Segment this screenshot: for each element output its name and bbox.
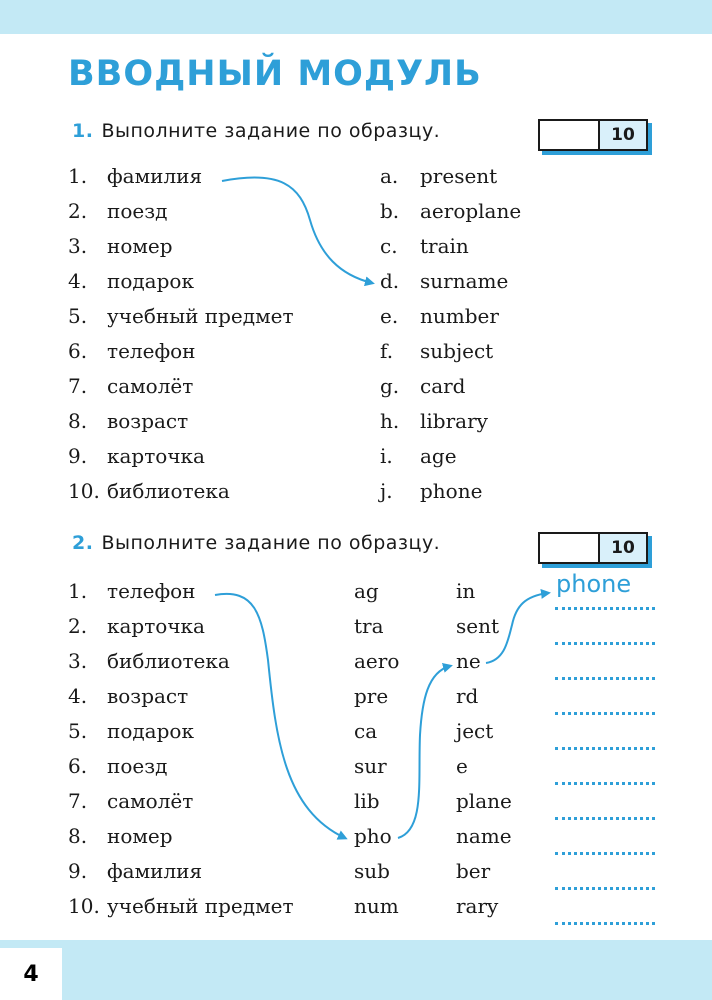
task2-row-number: 10. <box>68 894 100 918</box>
task1-russian-word: фамилия <box>107 164 203 188</box>
task1-score: 10 <box>598 121 646 149</box>
task2-word-part2: ject <box>456 719 494 743</box>
task2-russian-word: поезд <box>107 754 168 778</box>
task2-word-part2: name <box>456 824 512 848</box>
task2-row-number: 5. <box>68 719 88 743</box>
task1-russian-word: возраст <box>107 409 189 433</box>
task2-arrow-to-ne <box>398 666 450 838</box>
task1-russian-word: номер <box>107 234 173 258</box>
task2-row-number: 1. <box>68 579 88 603</box>
task2-word-part1: lib <box>354 789 380 813</box>
task2-word-part2: in <box>456 579 476 603</box>
task2-russian-word: библиотека <box>107 649 230 673</box>
task2-word-part2: ber <box>456 859 491 883</box>
task1-example-arrow <box>222 177 372 283</box>
task1-english-word: subject <box>420 339 494 363</box>
task1-russian-word: библиотека <box>107 479 230 503</box>
task2-row-number: 4. <box>68 684 88 708</box>
task1-number: 1. <box>72 120 94 142</box>
task1-russian-word: подарок <box>107 269 194 293</box>
task1-letter: c. <box>380 234 398 258</box>
task1-row-number: 4. <box>68 269 88 293</box>
task2-word-part2: rary <box>456 894 499 918</box>
task2-word-part1: ag <box>354 579 379 603</box>
task2-row-number: 9. <box>68 859 88 883</box>
task2-word-part1: sub <box>354 859 390 883</box>
task2-word-part2: rd <box>456 684 479 708</box>
page-title: ВВОДНЫЙ МОДУЛЬ <box>68 54 482 94</box>
task1-english-word: age <box>420 444 457 468</box>
bottom-band <box>0 940 712 1000</box>
task1-row-number: 10. <box>68 479 100 503</box>
task1-english-word: number <box>420 304 499 328</box>
task1-russian-word: телефон <box>107 339 196 363</box>
task2-russian-word: номер <box>107 824 173 848</box>
task1-letter: e. <box>380 304 399 328</box>
task1-row-number: 5. <box>68 304 88 328</box>
task2-russian-word: учебный предмет <box>107 894 294 918</box>
task1-row-number: 2. <box>68 199 88 223</box>
task2-russian-word: телефон <box>107 579 196 603</box>
task2-word-part2: e <box>456 754 468 778</box>
task2-word-part1: num <box>354 894 399 918</box>
task1-row-number: 1. <box>68 164 88 188</box>
task1-english-word: phone <box>420 479 483 503</box>
page-number: 4 <box>0 948 62 1000</box>
task2-russian-word: фамилия <box>107 859 203 883</box>
task2-arrow-to-answer <box>486 593 548 663</box>
task1-letter: i. <box>380 444 393 468</box>
task1-letter: f. <box>380 339 394 363</box>
task2-row-number: 2. <box>68 614 88 638</box>
task1-letter: j. <box>380 479 393 503</box>
task1-english-word: card <box>420 374 466 398</box>
task2-word-part1: ca <box>354 719 378 743</box>
task1-letter: h. <box>380 409 400 433</box>
task2-row-number: 7. <box>68 789 88 813</box>
task2-russian-word: возраст <box>107 684 189 708</box>
task2-russian-word: подарок <box>107 719 194 743</box>
task2-row-number: 3. <box>68 649 88 673</box>
task1-row-number: 3. <box>68 234 88 258</box>
task2-answer-example: phone <box>556 570 632 598</box>
task2-arrow-to-pho <box>215 594 345 838</box>
task2-word-part2: sent <box>456 614 500 638</box>
task1-instruction: Выполните задание по образцу. <box>101 120 441 142</box>
task1-english-word: aeroplane <box>420 199 522 223</box>
task2-word-part1: tra <box>354 614 384 638</box>
task2-word-part1: pre <box>354 684 389 708</box>
task1-letter: b. <box>380 199 400 223</box>
task1-letter: g. <box>380 374 400 398</box>
task1-row-number: 8. <box>68 409 88 433</box>
task2-russian-word: карточка <box>107 614 205 638</box>
task1-russian-word: самолёт <box>107 374 194 398</box>
task1-russian-word: поезд <box>107 199 168 223</box>
task1-english-word: train <box>420 234 469 258</box>
task2-word-part1: pho <box>354 824 392 848</box>
task2-word-part1: sur <box>354 754 387 778</box>
task1-row-number: 7. <box>68 374 88 398</box>
task2-word-part2: plane <box>456 789 512 813</box>
task2-word-part2: ne <box>456 649 481 673</box>
task1-english-word: library <box>420 409 488 433</box>
task1-english-word: present <box>420 164 498 188</box>
task1-row-number: 6. <box>68 339 88 363</box>
task2-russian-word: самолёт <box>107 789 194 813</box>
task1-row-number: 9. <box>68 444 88 468</box>
task1-letter: d. <box>380 269 400 293</box>
task1-letter: a. <box>380 164 399 188</box>
task2-number: 2. <box>72 532 94 554</box>
task2-instruction: Выполните задание по образцу. <box>101 532 441 554</box>
task2-row-number: 8. <box>68 824 88 848</box>
task1-russian-word: карточка <box>107 444 205 468</box>
task2-row-number: 6. <box>68 754 88 778</box>
task1-english-word: surname <box>420 269 509 293</box>
task2-word-part1: aero <box>354 649 400 673</box>
task1-russian-word: учебный предмет <box>107 304 294 328</box>
task2-score: 10 <box>598 534 646 562</box>
